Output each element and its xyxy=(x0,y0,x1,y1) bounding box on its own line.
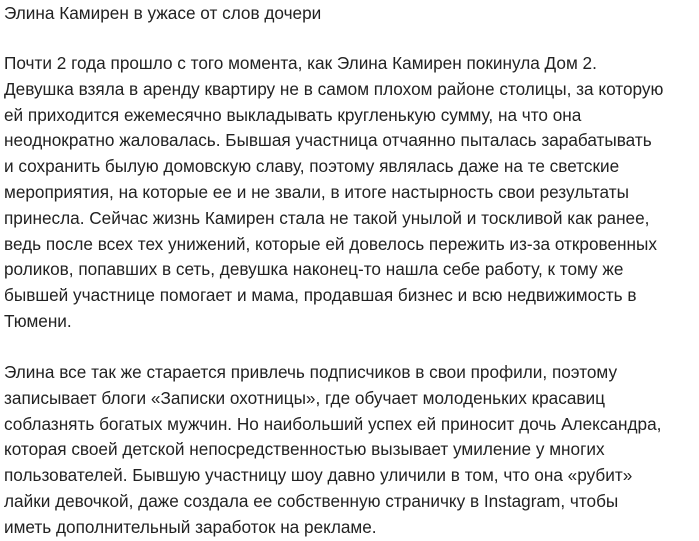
text-line: мероприятия, на которые ее и не звали, в итоге настырность свои результаты xyxy=(4,181,629,202)
text-line: Элина все так же старается привлечь подписчиков в свои профили, поэтому xyxy=(4,362,618,382)
text-line: бывшей участнице помогает и мама, продавшая бизнес и всю недвижимость в xyxy=(4,285,637,306)
article xyxy=(4,0,699,537)
text-line: Почти 2 года прошло с того момента, как Элина Камирен покинула Дом 2. xyxy=(4,53,597,73)
text-line: и сохранить былую домовскую славу, поэтому являлась даже на те светские xyxy=(4,156,620,177)
text-line: Девушка взяла в аренду квартиру не в самом плохом районе столицы, за которую xyxy=(4,78,664,99)
text-line: ей приходится ежемесячно выкладывать кругленькую сумму, на что она xyxy=(4,104,582,125)
text-line: которая своей детской непосредственностью вызывает умиление у многих xyxy=(4,439,605,460)
text-line: неоднократно жаловалась. Бывшая участница отчаянно пыталась зарабатывать xyxy=(4,130,652,151)
text-line: принесла. Сейчас жизнь Камирен стала не такой унылой и тоскливой как ранее, xyxy=(4,207,650,228)
text-line: ведь после всех тех унижений, которые ей довелось пережить из-за откровенных xyxy=(4,233,657,254)
text-line: лайки девочкой, даже создала ее собственную страничку в Instagram, чтобы xyxy=(4,490,619,511)
paragraph-1 xyxy=(4,51,663,335)
text-line: записывает блоги «Записки охотницы», где обучает молоденьких красавиц xyxy=(4,387,605,408)
text-line: соблазнять богатых мужчин. Но наибольший успех ей приносит дочь Александра, xyxy=(4,413,662,434)
text-line: Тюмени. xyxy=(4,310,72,331)
text-line: пользователей. Бывшую участницу шоу давно уличили в том, что она «рубит» xyxy=(4,465,633,486)
text-line: роликов, попавших в сеть, девушка наконец-то нашла себе работу, к тому же xyxy=(4,259,624,280)
article-title: Элина Камирен в ужасе от слов дочери xyxy=(4,3,322,23)
paragraph-2 xyxy=(4,360,661,541)
text-line: иметь дополнительный заработок на рекламе. xyxy=(4,516,377,537)
